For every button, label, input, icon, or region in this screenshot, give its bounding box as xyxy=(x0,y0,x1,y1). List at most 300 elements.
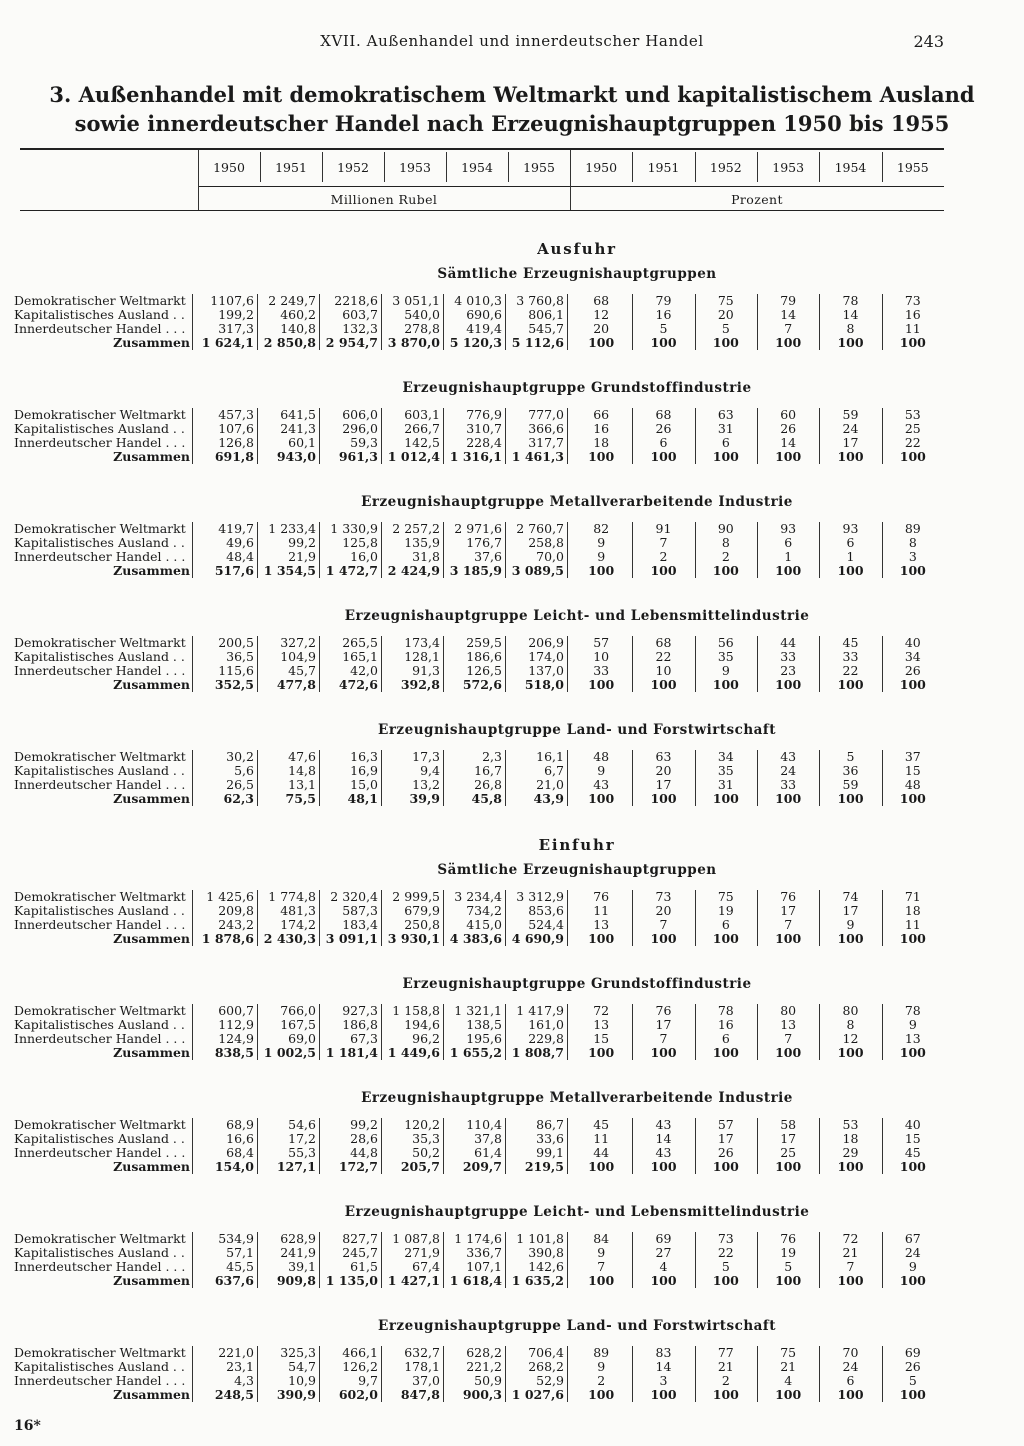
value-cell: 26,8 xyxy=(474,777,502,792)
group-title: Erzeugnishauptgruppe Land- und Forstwirtschaft xyxy=(378,1318,776,1334)
value-cell: 16,1 xyxy=(536,749,564,764)
column-divider xyxy=(695,890,696,946)
value-cell: 603,7 xyxy=(342,307,378,322)
value-cell: 55,3 xyxy=(288,1145,316,1160)
percent-cell: 45 xyxy=(904,1145,921,1160)
percent-cell: 16 xyxy=(593,421,610,436)
row-label: Demokratischer Weltmarkt xyxy=(14,1004,186,1018)
column-divider xyxy=(319,522,320,578)
total-row-label: Zusammen xyxy=(113,678,190,692)
column-divider xyxy=(257,1232,258,1288)
value-cell: 86,7 xyxy=(536,1117,564,1132)
value-cell: 3 089,5 xyxy=(511,563,564,578)
column-divider xyxy=(632,522,633,578)
header-top-rule xyxy=(20,148,944,150)
value-cell: 219,5 xyxy=(524,1159,564,1174)
percent-cell: 100 xyxy=(588,1159,615,1174)
value-cell: 68,9 xyxy=(226,1117,254,1132)
row-label: Demokratischer Weltmarkt xyxy=(14,522,186,536)
value-cell: 167,5 xyxy=(280,1017,316,1032)
percent-cell: 9 xyxy=(721,663,730,678)
value-cell: 16,7 xyxy=(474,763,502,778)
value-cell: 135,9 xyxy=(404,535,440,550)
column-divider xyxy=(695,1004,696,1060)
value-cell: 31,8 xyxy=(412,549,440,564)
column-divider xyxy=(882,1232,883,1288)
percent-cell: 100 xyxy=(650,1387,677,1402)
value-cell: 691,8 xyxy=(214,449,254,464)
value-cell: 241,9 xyxy=(280,1245,316,1260)
column-divider xyxy=(757,408,758,464)
value-cell: 61,5 xyxy=(350,1259,378,1274)
value-cell: 1 181,4 xyxy=(325,1045,378,1060)
row-label: Demokratischer Weltmarkt xyxy=(14,1346,186,1360)
value-cell: 1 354,5 xyxy=(263,563,316,578)
value-cell: 336,7 xyxy=(466,1245,502,1260)
percent-cell: 33 xyxy=(780,649,797,664)
value-cell: 628,9 xyxy=(280,1231,316,1246)
percent-cell: 17 xyxy=(780,1131,797,1146)
value-cell: 75,5 xyxy=(285,791,316,806)
percent-cell: 13 xyxy=(780,1017,797,1032)
value-cell: 37,8 xyxy=(474,1131,502,1146)
value-cell: 206,9 xyxy=(528,635,564,650)
percent-cell: 100 xyxy=(899,449,926,464)
value-cell: 14,8 xyxy=(288,763,316,778)
percent-cell: 53 xyxy=(842,1117,859,1132)
percent-cell: 7 xyxy=(784,917,793,932)
percent-cell: 100 xyxy=(899,1159,926,1174)
value-cell: 43,9 xyxy=(533,791,564,806)
percent-cell: 100 xyxy=(712,1273,739,1288)
percent-cell: 37 xyxy=(904,749,921,764)
column-divider xyxy=(819,750,820,806)
value-cell: 128,1 xyxy=(404,649,440,664)
column-divider xyxy=(882,750,883,806)
value-cell: 637,6 xyxy=(214,1273,254,1288)
value-cell: 268,2 xyxy=(528,1359,564,1374)
percent-cell: 57 xyxy=(717,1117,734,1132)
column-divider xyxy=(632,636,633,692)
column-divider xyxy=(567,890,568,946)
row-label: Innerdeutscher Handel . . . xyxy=(14,778,186,792)
value-cell: 62,3 xyxy=(223,791,254,806)
column-header-year: 1953 xyxy=(772,160,805,175)
section-title: Ausfuhr xyxy=(537,240,617,258)
percent-cell: 76 xyxy=(655,1003,672,1018)
percent-cell: 100 xyxy=(712,449,739,464)
group-title: Sämtliche Erzeugnishauptgruppen xyxy=(437,862,717,878)
percent-cell: 90 xyxy=(717,521,734,536)
column-divider xyxy=(192,1346,193,1402)
column-divider xyxy=(757,890,758,946)
value-cell: 221,2 xyxy=(466,1359,502,1374)
row-label: Demokratischer Weltmarkt xyxy=(14,750,186,764)
column-divider xyxy=(192,408,193,464)
percent-cell: 25 xyxy=(904,421,921,436)
value-cell: 1 427,1 xyxy=(387,1273,440,1288)
value-cell: 1 316,1 xyxy=(449,449,502,464)
column-divider xyxy=(819,294,820,350)
percent-cell: 7 xyxy=(659,1031,668,1046)
percent-cell: 100 xyxy=(712,791,739,806)
column-divider xyxy=(819,636,820,692)
column-divider xyxy=(757,750,758,806)
value-cell: 200,5 xyxy=(218,635,254,650)
value-cell: 1 233,4 xyxy=(268,521,316,536)
value-cell: 13,1 xyxy=(288,777,316,792)
percent-cell: 100 xyxy=(588,791,615,806)
column-divider xyxy=(319,1004,320,1060)
value-cell: 927,3 xyxy=(342,1003,378,1018)
percent-cell: 100 xyxy=(837,1045,864,1060)
percent-cell: 22 xyxy=(655,649,672,664)
column-divider xyxy=(505,750,506,806)
column-divider xyxy=(257,890,258,946)
column-divider xyxy=(443,1346,444,1402)
row-label: Innerdeutscher Handel . . . xyxy=(14,436,186,450)
percent-cell: 100 xyxy=(899,1273,926,1288)
column-divider xyxy=(443,408,444,464)
percent-cell: 22 xyxy=(904,435,921,450)
percent-cell: 14 xyxy=(655,1359,672,1374)
row-label: Kapitalistisches Ausland . . xyxy=(14,422,185,436)
column-divider xyxy=(757,1346,758,1402)
percent-cell: 100 xyxy=(899,931,926,946)
percent-cell: 9 xyxy=(846,917,855,932)
column-divider xyxy=(757,636,758,692)
percent-cell: 100 xyxy=(650,1159,677,1174)
percent-cell: 17 xyxy=(655,1017,672,1032)
percent-cell: 8 xyxy=(908,535,917,550)
percent-cell: 100 xyxy=(837,1387,864,1402)
value-cell: 1 417,9 xyxy=(516,1003,564,1018)
row-label: Kapitalistisches Ausland . . xyxy=(14,1246,185,1260)
percent-cell: 83 xyxy=(655,1345,672,1360)
value-cell: 138,5 xyxy=(466,1017,502,1032)
percent-cell: 57 xyxy=(593,635,610,650)
column-divider xyxy=(505,1346,506,1402)
value-cell: 194,6 xyxy=(404,1017,440,1032)
percent-cell: 100 xyxy=(775,1159,802,1174)
column-divider xyxy=(443,522,444,578)
column-header-year: 1953 xyxy=(399,160,431,175)
value-cell: 28,6 xyxy=(350,1131,378,1146)
column-divider xyxy=(632,1004,633,1060)
column-divider xyxy=(632,1118,633,1174)
column-divider xyxy=(192,1232,193,1288)
value-cell: 2 430,3 xyxy=(263,931,316,946)
value-cell: 806,1 xyxy=(528,307,564,322)
percent-cell: 63 xyxy=(717,407,734,422)
value-cell: 827,7 xyxy=(342,1231,378,1246)
value-cell: 1 449,6 xyxy=(387,1045,440,1060)
percent-cell: 2 xyxy=(597,1373,606,1388)
value-cell: 30,2 xyxy=(226,749,254,764)
column-divider xyxy=(257,750,258,806)
value-cell: 161,0 xyxy=(528,1017,564,1032)
value-cell: 1 461,3 xyxy=(511,449,564,464)
percent-cell: 100 xyxy=(650,677,677,692)
column-divider xyxy=(443,1232,444,1288)
column-divider xyxy=(257,1346,258,1402)
percent-cell: 100 xyxy=(588,1045,615,1060)
value-cell: 16,9 xyxy=(350,763,378,778)
value-cell: 1 618,4 xyxy=(449,1273,502,1288)
percent-cell: 4 xyxy=(784,1373,793,1388)
column-divider xyxy=(695,1118,696,1174)
percent-cell: 100 xyxy=(588,1387,615,1402)
value-cell: 466,1 xyxy=(342,1345,378,1360)
total-row-label: Zusammen xyxy=(113,792,190,806)
percent-cell: 100 xyxy=(588,563,615,578)
percent-cell: 18 xyxy=(593,435,610,450)
percent-cell: 25 xyxy=(780,1145,797,1160)
row-label: Demokratischer Weltmarkt xyxy=(14,636,186,650)
percent-cell: 17 xyxy=(842,435,859,450)
percent-cell: 91 xyxy=(655,521,672,536)
row-label: Kapitalistisches Ausland . . xyxy=(14,1360,185,1374)
percent-cell: 100 xyxy=(775,1387,802,1402)
value-cell: 5,6 xyxy=(234,763,254,778)
percent-cell: 40 xyxy=(904,635,921,650)
column-divider xyxy=(381,522,382,578)
percent-cell: 17 xyxy=(655,777,672,792)
group-title: Erzeugnishauptgruppe Grundstoffindustrie xyxy=(402,976,752,992)
value-cell: 70,0 xyxy=(536,549,564,564)
row-label: Demokratischer Weltmarkt xyxy=(14,408,186,422)
percent-cell: 79 xyxy=(780,293,797,308)
value-cell: 587,3 xyxy=(342,903,378,918)
row-label: Innerdeutscher Handel . . . xyxy=(14,550,186,564)
percent-cell: 100 xyxy=(650,791,677,806)
column-divider xyxy=(632,408,633,464)
percent-cell: 100 xyxy=(588,1273,615,1288)
percent-cell: 5 xyxy=(721,1259,730,1274)
column-header-year: 1955 xyxy=(896,160,929,175)
column-divider xyxy=(882,522,883,578)
column-divider xyxy=(567,408,568,464)
value-cell: 325,3 xyxy=(280,1345,316,1360)
unit-label-percent: Prozent xyxy=(731,192,783,207)
column-divider xyxy=(443,636,444,692)
value-cell: 178,1 xyxy=(404,1359,440,1374)
percent-cell: 100 xyxy=(712,1159,739,1174)
value-cell: 603,1 xyxy=(404,407,440,422)
percent-cell: 100 xyxy=(650,1045,677,1060)
percent-cell: 76 xyxy=(593,889,610,904)
column-header-year: 1955 xyxy=(523,160,555,175)
value-cell: 6,7 xyxy=(544,763,564,778)
percent-cell: 20 xyxy=(717,307,734,322)
percent-cell: 43 xyxy=(780,749,797,764)
value-cell: 734,2 xyxy=(466,903,502,918)
column-divider xyxy=(381,1232,382,1288)
value-cell: 42,0 xyxy=(350,663,378,678)
percent-cell: 20 xyxy=(655,763,672,778)
percent-cell: 7 xyxy=(597,1259,606,1274)
row-label: Demokratischer Weltmarkt xyxy=(14,1118,186,1132)
value-cell: 3 051,1 xyxy=(392,293,440,308)
column-divider xyxy=(443,1118,444,1174)
percent-cell: 11 xyxy=(593,1131,610,1146)
percent-cell: 17 xyxy=(842,903,859,918)
percent-cell: 13 xyxy=(904,1031,921,1046)
column-divider xyxy=(757,1118,758,1174)
value-cell: 44,8 xyxy=(350,1145,378,1160)
value-cell: 229,8 xyxy=(528,1031,564,1046)
row-label: Innerdeutscher Handel . . . xyxy=(14,1374,186,1388)
row-label: Kapitalistisches Ausland . . xyxy=(14,1132,185,1146)
value-cell: 3 870,0 xyxy=(387,335,440,350)
column-divider xyxy=(632,1346,633,1402)
percent-cell: 24 xyxy=(904,1245,921,1260)
value-cell: 776,9 xyxy=(466,407,502,422)
value-cell: 853,6 xyxy=(528,903,564,918)
column-divider xyxy=(257,1118,258,1174)
value-cell: 195,6 xyxy=(466,1031,502,1046)
value-cell: 115,6 xyxy=(218,663,254,678)
value-cell: 54,6 xyxy=(288,1117,316,1132)
value-cell: 142,5 xyxy=(404,435,440,450)
percent-cell: 16 xyxy=(904,307,921,322)
column-divider xyxy=(567,294,568,350)
percent-cell: 15 xyxy=(904,1131,921,1146)
value-cell: 183,4 xyxy=(342,917,378,932)
percent-cell: 82 xyxy=(593,521,610,536)
percent-cell: 16 xyxy=(655,307,672,322)
column-header-year: 1950 xyxy=(585,160,618,175)
percent-cell: 24 xyxy=(842,1359,859,1374)
percent-cell: 100 xyxy=(775,677,802,692)
column-divider xyxy=(757,1232,758,1288)
percent-cell: 26 xyxy=(655,421,672,436)
total-row-label: Zusammen xyxy=(113,1274,190,1288)
percent-cell: 80 xyxy=(780,1003,797,1018)
value-cell: 766,0 xyxy=(280,1003,316,1018)
column-divider xyxy=(632,890,633,946)
column-divider xyxy=(319,1346,320,1402)
percent-cell: 100 xyxy=(899,563,926,578)
percent-cell: 19 xyxy=(717,903,734,918)
percent-cell: 43 xyxy=(593,777,610,792)
value-cell: 2 320,4 xyxy=(330,889,378,904)
row-label: Demokratischer Weltmarkt xyxy=(14,1232,186,1246)
group-title: Erzeugnishauptgruppe Metallverarbeitende Industrie xyxy=(361,494,793,510)
value-cell: 1 330,9 xyxy=(330,521,378,536)
column-divider xyxy=(695,522,696,578)
value-cell: 628,2 xyxy=(466,1345,502,1360)
percent-cell: 93 xyxy=(842,521,859,536)
percent-cell: 75 xyxy=(780,1345,797,1360)
value-cell: 641,5 xyxy=(280,407,316,422)
group-title: Erzeugnishauptgruppe Leicht- und Lebensmittelindustrie xyxy=(344,608,810,624)
percent-cell: 76 xyxy=(780,889,797,904)
value-cell: 165,1 xyxy=(342,649,378,664)
column-divider xyxy=(882,294,883,350)
value-cell: 48,1 xyxy=(347,791,378,806)
column-divider xyxy=(819,890,820,946)
column-divider xyxy=(567,636,568,692)
value-cell: 540,0 xyxy=(404,307,440,322)
value-cell: 1 135,0 xyxy=(325,1273,378,1288)
percent-cell: 8 xyxy=(846,1017,855,1032)
total-row-label: Zusammen xyxy=(113,1388,190,1402)
percent-cell: 68 xyxy=(655,635,672,650)
column-divider xyxy=(192,636,193,692)
column-divider xyxy=(819,408,820,464)
percent-cell: 89 xyxy=(593,1345,610,1360)
row-label: Demokratischer Weltmarkt xyxy=(14,890,186,904)
value-cell: 45,5 xyxy=(226,1259,254,1274)
value-cell: 3 091,1 xyxy=(325,931,378,946)
percent-cell: 22 xyxy=(717,1245,734,1260)
table-title-line-1: 3. Außenhandel mit demokratischem Weltmarkt und kapitalistischem Ausland xyxy=(49,82,975,107)
column-divider xyxy=(882,1004,883,1060)
percent-cell: 100 xyxy=(899,791,926,806)
row-label: Kapitalistisches Ausland . . xyxy=(14,764,185,778)
value-cell: 91,3 xyxy=(412,663,440,678)
group-title: Erzeugnishauptgruppe Leicht- und Lebensmittelindustrie xyxy=(344,1204,810,1220)
row-label: Innerdeutscher Handel . . . xyxy=(14,322,186,336)
percent-cell: 19 xyxy=(780,1245,797,1260)
column-divider xyxy=(192,890,193,946)
percent-cell: 2 xyxy=(721,549,730,564)
value-cell: 15,0 xyxy=(350,777,378,792)
percent-cell: 100 xyxy=(650,449,677,464)
value-cell: 390,8 xyxy=(528,1245,564,1260)
percent-cell: 6 xyxy=(846,535,855,550)
percent-cell: 100 xyxy=(775,791,802,806)
column-divider xyxy=(319,1118,320,1174)
row-label: Innerdeutscher Handel . . . xyxy=(14,1032,186,1046)
value-cell: 205,7 xyxy=(400,1159,440,1174)
column-header-year: 1952 xyxy=(709,160,742,175)
value-cell: 1 878,6 xyxy=(201,931,254,946)
percent-cell: 100 xyxy=(837,563,864,578)
percent-cell: 77 xyxy=(717,1345,734,1360)
percent-cell: 100 xyxy=(837,1159,864,1174)
value-cell: 60,1 xyxy=(288,435,316,450)
column-divider xyxy=(757,294,758,350)
percent-cell: 100 xyxy=(712,1387,739,1402)
value-cell: 47,6 xyxy=(288,749,316,764)
column-divider xyxy=(882,1118,883,1174)
column-divider xyxy=(192,1004,193,1060)
column-divider xyxy=(882,1346,883,1402)
value-cell: 278,8 xyxy=(404,321,440,336)
percent-cell: 84 xyxy=(593,1231,610,1246)
row-label: Innerdeutscher Handel . . . xyxy=(14,664,186,678)
column-divider xyxy=(505,1232,506,1288)
value-cell: 2 999,5 xyxy=(392,889,440,904)
value-cell: 21,9 xyxy=(288,549,316,564)
row-label: Demokratischer Weltmarkt xyxy=(14,294,186,308)
percent-cell: 33 xyxy=(593,663,610,678)
percent-cell: 48 xyxy=(904,777,921,792)
value-cell: 49,6 xyxy=(226,535,254,550)
percent-cell: 1 xyxy=(846,549,855,564)
percent-cell: 71 xyxy=(904,889,921,904)
percent-cell: 5 xyxy=(721,321,730,336)
value-cell: 258,8 xyxy=(528,535,564,550)
percent-cell: 100 xyxy=(775,563,802,578)
percent-cell: 69 xyxy=(655,1231,672,1246)
value-cell: 99,2 xyxy=(288,535,316,550)
column-divider xyxy=(381,1118,382,1174)
value-cell: 961,3 xyxy=(338,449,378,464)
value-cell: 1107,6 xyxy=(210,293,254,308)
